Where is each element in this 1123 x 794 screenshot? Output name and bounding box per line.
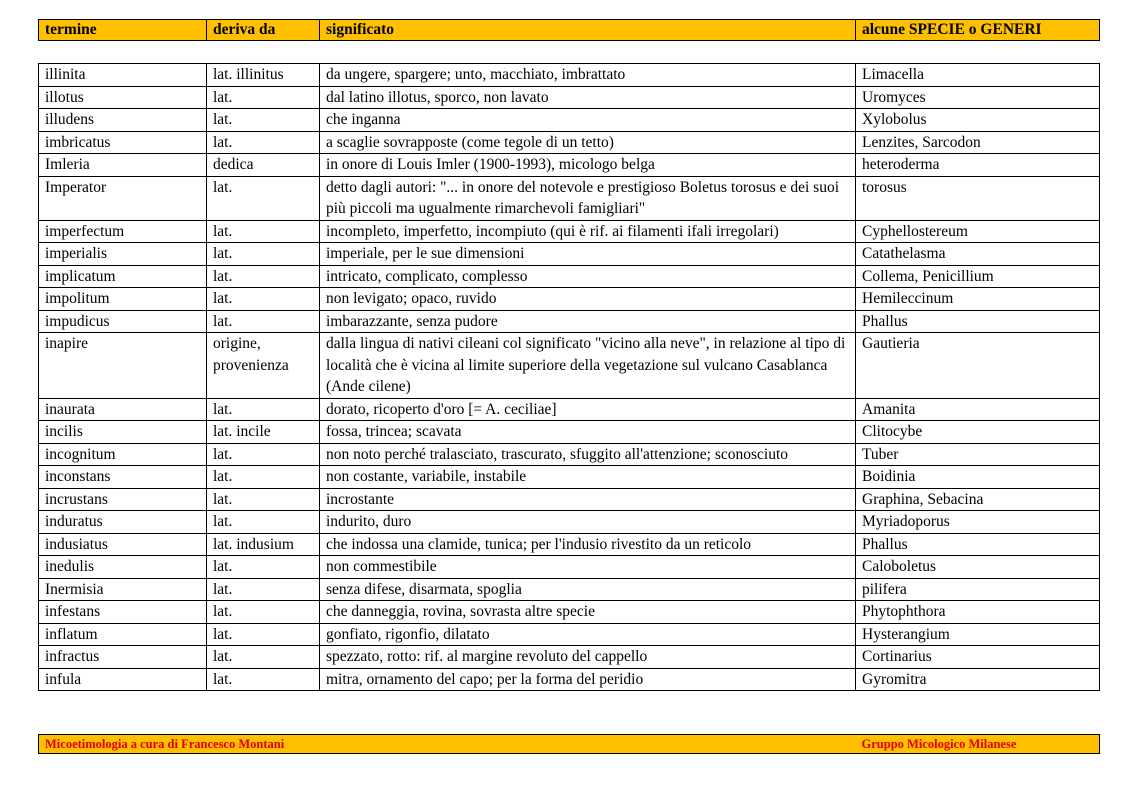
header-termine: termine — [39, 20, 207, 41]
cell-termine: imbricatus — [39, 131, 207, 154]
cell-termine: inaurata — [39, 398, 207, 421]
cell-significato: mitra, ornamento del capo; per la forma del peridio — [320, 668, 856, 691]
cell-significato: non costante, variabile, instabile — [320, 466, 856, 489]
table-row — [39, 443, 1100, 466]
cell-significato: non levigato; opaco, ruvido — [320, 288, 856, 311]
table-row — [39, 288, 1100, 311]
table-row — [39, 398, 1100, 421]
cell-specie: Gautieria — [856, 333, 1100, 399]
cell-deriva-da: lat. — [207, 556, 320, 579]
cell-specie: Myriadoporus — [856, 511, 1100, 534]
cell-specie: Phallus — [856, 533, 1100, 556]
cell-termine: incilis — [39, 421, 207, 444]
cell-deriva-da: origine, provenienza — [207, 333, 320, 399]
cell-specie: Graphina, Sebacina — [856, 488, 1100, 511]
header-significato: significato — [320, 20, 856, 41]
cell-significato: incrostante — [320, 488, 856, 511]
cell-deriva-da: lat. — [207, 131, 320, 154]
cell-specie: Cortinarius — [856, 646, 1100, 669]
cell-significato: che inganna — [320, 109, 856, 132]
cell-termine: illinita — [39, 64, 207, 87]
table-row — [39, 333, 1100, 399]
cell-significato: fossa, trincea; scavata — [320, 421, 856, 444]
cell-specie: Limacella — [856, 64, 1100, 87]
cell-specie: Gyromitra — [856, 668, 1100, 691]
cell-significato: indurito, duro — [320, 511, 856, 534]
cell-significato: intricato, complicato, complesso — [320, 265, 856, 288]
cell-specie: Phallus — [856, 310, 1100, 333]
cell-deriva-da: dedica — [207, 154, 320, 177]
cell-termine: impolitum — [39, 288, 207, 311]
cell-termine: infestans — [39, 601, 207, 624]
table-row — [39, 578, 1100, 601]
cell-specie: Lenzites, Sarcodon — [856, 131, 1100, 154]
cell-specie: pilifera — [856, 578, 1100, 601]
cell-deriva-da: lat. — [207, 511, 320, 534]
cell-termine: imperfectum — [39, 220, 207, 243]
cell-termine: incrustans — [39, 488, 207, 511]
cell-significato: dalla lingua di nativi cileani col significato "vicino alla neve", in relazione al tipo di località che è vicina al limite superiore della vegetazione sul vulcano Casablanca (Ande cilene) — [320, 333, 856, 399]
cell-significato: non commestibile — [320, 556, 856, 579]
table-row — [39, 86, 1100, 109]
table-row — [39, 265, 1100, 288]
table-row — [39, 154, 1100, 177]
table-row — [39, 176, 1100, 220]
cell-termine: illudens — [39, 109, 207, 132]
cell-deriva-da: lat. indusium — [207, 533, 320, 556]
cell-termine: Imleria — [39, 154, 207, 177]
header-specie-generi: alcune SPECIE o GENERI — [856, 20, 1100, 41]
cell-deriva-da: lat. — [207, 488, 320, 511]
table-row — [39, 64, 1100, 87]
footer-organization: Gruppo Micologico Milanese — [856, 735, 1100, 754]
cell-specie: Cyphellostereum — [856, 220, 1100, 243]
cell-significato: imperiale, per le sue dimensioni — [320, 243, 856, 266]
cell-deriva-da: lat. — [207, 398, 320, 421]
cell-termine: inflatum — [39, 623, 207, 646]
cell-specie: Caloboletus — [856, 556, 1100, 579]
cell-specie: Phytophthora — [856, 601, 1100, 624]
cell-deriva-da: lat. — [207, 265, 320, 288]
cell-specie: Uromyces — [856, 86, 1100, 109]
table-row — [39, 556, 1100, 579]
cell-termine: infula — [39, 668, 207, 691]
cell-deriva-da: lat. — [207, 578, 320, 601]
glossary-table — [38, 63, 1100, 691]
cell-significato: dal latino illotus, sporco, non lavato — [320, 86, 856, 109]
cell-deriva-da: lat. — [207, 176, 320, 220]
cell-termine: imperialis — [39, 243, 207, 266]
cell-termine: infractus — [39, 646, 207, 669]
cell-termine: implicatum — [39, 265, 207, 288]
cell-deriva-da: lat. — [207, 86, 320, 109]
cell-deriva-da: lat. — [207, 109, 320, 132]
table-row — [39, 220, 1100, 243]
cell-termine: Inermisia — [39, 578, 207, 601]
cell-specie: Tuber — [856, 443, 1100, 466]
table-row — [39, 243, 1100, 266]
cell-termine: indusiatus — [39, 533, 207, 556]
cell-significato: senza difese, disarmata, spoglia — [320, 578, 856, 601]
cell-deriva-da: lat. incile — [207, 421, 320, 444]
cell-termine: incognitum — [39, 443, 207, 466]
footer-row — [39, 735, 1100, 754]
cell-significato: gonfiato, rigonfio, dilatato — [320, 623, 856, 646]
table-row — [39, 109, 1100, 132]
cell-significato: che danneggia, rovina, sovrasta altre specie — [320, 601, 856, 624]
cell-deriva-da: lat. — [207, 443, 320, 466]
cell-specie: Xylobolus — [856, 109, 1100, 132]
table-row — [39, 623, 1100, 646]
cell-deriva-da: lat. — [207, 668, 320, 691]
cell-significato: da ungere, spargere; unto, macchiato, imbrattato — [320, 64, 856, 87]
cell-termine: illotus — [39, 86, 207, 109]
cell-termine: induratus — [39, 511, 207, 534]
cell-significato: che indossa una clamide, tunica; per l'indusio rivestito da un reticolo — [320, 533, 856, 556]
table-row — [39, 466, 1100, 489]
table-row — [39, 646, 1100, 669]
cell-deriva-da: lat. illinitus — [207, 64, 320, 87]
cell-deriva-da: lat. — [207, 623, 320, 646]
cell-specie: torosus — [856, 176, 1100, 220]
cell-significato: a scaglie sovrapposte (come tegole di un tetto) — [320, 131, 856, 154]
header-bar — [38, 19, 1100, 41]
cell-deriva-da: lat. — [207, 646, 320, 669]
cell-termine: impudicus — [39, 310, 207, 333]
cell-specie: heteroderma — [856, 154, 1100, 177]
cell-specie: Hemileccinum — [856, 288, 1100, 311]
cell-specie: Catathelasma — [856, 243, 1100, 266]
cell-deriva-da: lat. — [207, 220, 320, 243]
cell-significato: incompleto, imperfetto, incompiuto (qui è rif. ai filamenti ifali irregolari) — [320, 220, 856, 243]
cell-specie: Clitocybe — [856, 421, 1100, 444]
cell-deriva-da: lat. — [207, 601, 320, 624]
cell-significato: in onore di Louis Imler (1900-1993), micologo belga — [320, 154, 856, 177]
cell-significato: dorato, ricoperto d'oro [= A. ceciliae] — [320, 398, 856, 421]
cell-termine: inedulis — [39, 556, 207, 579]
cell-specie: Boidinia — [856, 466, 1100, 489]
header-deriva-da: deriva da — [207, 20, 320, 41]
table-row — [39, 488, 1100, 511]
table-row — [39, 511, 1100, 534]
cell-deriva-da: lat. — [207, 466, 320, 489]
table-row — [39, 131, 1100, 154]
cell-significato: non noto perché tralasciato, trascurato, sfuggito all'attenzione; sconosciuto — [320, 443, 856, 466]
table-row — [39, 668, 1100, 691]
cell-termine: inconstans — [39, 466, 207, 489]
cell-specie: Hysterangium — [856, 623, 1100, 646]
table-row — [39, 601, 1100, 624]
cell-deriva-da: lat. — [207, 310, 320, 333]
table-row — [39, 421, 1100, 444]
cell-specie: Collema, Penicillium — [856, 265, 1100, 288]
table-row — [39, 533, 1100, 556]
cell-termine: Imperator — [39, 176, 207, 220]
cell-specie: Amanita — [856, 398, 1100, 421]
cell-deriva-da: lat. — [207, 288, 320, 311]
footer-credit: Micoetimologia a cura di Francesco Montani — [39, 735, 856, 754]
cell-deriva-da: lat. — [207, 243, 320, 266]
cell-termine: inapire — [39, 333, 207, 399]
cell-significato: spezzato, rotto: rif. al margine revoluto del cappello — [320, 646, 856, 669]
cell-significato: detto dagli autori: "... in onore del notevole e prestigioso Boletus torosus e dei suoi più piccoli ma ugualmente rimarchevoli famigliari" — [320, 176, 856, 220]
footer-bar — [38, 734, 1100, 754]
header-row — [39, 20, 1100, 41]
table-row — [39, 310, 1100, 333]
cell-significato: imbarazzante, senza pudore — [320, 310, 856, 333]
